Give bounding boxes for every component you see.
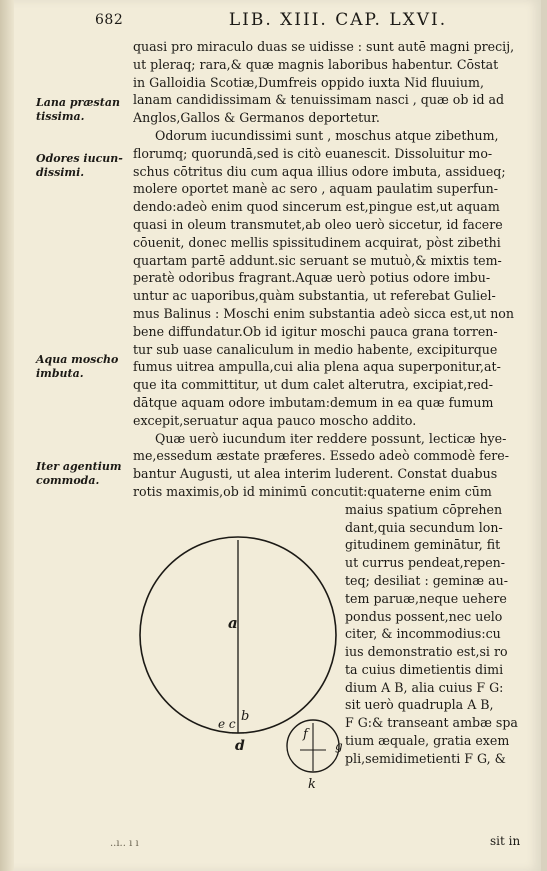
- text-line: mus Balinus : Moschi enim substantia adeò sicca est,ut non: [133, 305, 514, 321]
- text-line: gitudinem geminātur, fit: [345, 537, 501, 553]
- text-line: schus cōtritus diu cum aqua illius odore imbuta, assidueq;: [133, 163, 506, 179]
- text-line: florumq; quorundā,sed is citò euanescit. Dissoluitur mo-: [133, 145, 493, 161]
- label-d: d: [235, 738, 245, 754]
- text-line: ta cuius dimetientis dimi: [345, 661, 504, 677]
- page-spine: [0, 0, 14, 871]
- bottom-fragments: ..ı.. ı ı: [110, 838, 139, 849]
- text-line: tium æquale, gratia exem: [345, 733, 510, 749]
- label-k: k: [308, 777, 316, 792]
- text-line: citer, & incommodius:cu: [345, 626, 501, 642]
- margin-note-musk-water: Aqua moscho imbuta.: [36, 353, 119, 380]
- text-line: pli,semidimetienti F G, &: [345, 750, 506, 766]
- text-line: Odorum iucundissimi sunt , moschus atque zibethum,: [155, 127, 499, 143]
- text-line: bene diffundatur.Ob id igitur moschi pauca grana torren-: [133, 323, 498, 339]
- text-line: rotis maximis,ob id minimū concutit:quaterne enim cūm: [133, 483, 492, 499]
- text-line: ut currus pendeat,repen-: [345, 555, 506, 571]
- text-line: in Galloidia Scotiæ,Dumfreis oppido iuxta Nid fluuium,: [133, 74, 484, 90]
- text-line: bantur Augusti, ut alea interim luderent. Constat duabus: [133, 466, 498, 482]
- text-line: molere oportet manè ac sero , aquam paulatim superfun-: [133, 181, 499, 197]
- page-header: [95, 10, 521, 36]
- text-line: teq; desiliat : geminæ au-: [345, 572, 509, 588]
- text-line: dant,quia secundum lon-: [345, 519, 503, 535]
- text-line: F G:& transeant ambæ spa: [345, 715, 518, 731]
- text-line: excepit,seruatur aqua pauco moscho addito.: [133, 412, 417, 428]
- text-line: Quæ uerò iucundum iter reddere possunt, lecticæ hye-: [155, 430, 507, 446]
- text-line: dium A B, alia cuius F G:: [345, 679, 504, 695]
- running-head: LIB. XIII. CAP. LXVI.: [228, 10, 448, 30]
- text-line: fumus uitrea ampulla,cui alia plena aqua superponitur,at-: [133, 359, 501, 375]
- text-line: untur ac uaporibus,quàm substantia, ut referebat Guliel-: [133, 288, 496, 304]
- text-line: maius spatium cōprehen: [345, 501, 503, 517]
- margin-note-odors: Odores iucun- dissimi.: [36, 152, 123, 179]
- text-line: que ita committitur, ut dum calet alterutra, excipiat,red-: [133, 377, 494, 393]
- wheel-diagram: [128, 528, 358, 813]
- text-line: tur sub uase canaliculum in medio habente, excipiturque: [133, 341, 498, 357]
- text-line: quasi in oleum transmutet,ab oleo uerò siccetur, id facere: [133, 216, 503, 232]
- text-line: Anglos,Gallos & Germanos deportetur.: [133, 110, 380, 126]
- text-line: tem paruæ,neque uehere: [345, 590, 507, 606]
- margin-note-wool: Lana præstan tissima.: [36, 96, 120, 123]
- text-line: dendo:adeò enim quod sincerum est,pingue est,ut aquam: [133, 199, 500, 215]
- catchword: sit in: [490, 834, 521, 848]
- label-b: b: [241, 709, 250, 724]
- text-line: pondus possent,nec uelo: [345, 608, 503, 624]
- label-a: a: [228, 614, 238, 632]
- margin-note-travel: Iter agentium commoda.: [36, 460, 122, 487]
- text-line: ius demonstratio est,si ro: [345, 644, 508, 660]
- text-line: lanam candidissimam & tenuissimam nasci , quæ ob id ad: [133, 92, 505, 108]
- text-line: dātque aquam odore imbutam:demum in ea quæ fumum: [133, 394, 494, 410]
- text-line: cōuenit, donec mellis spissitudinem acquirat, pòst zibethi: [133, 234, 501, 250]
- label-f: f: [303, 727, 308, 742]
- text-line: ut pleraq; rara,& quæ magnis laboribus habentur. Cōstat: [133, 56, 499, 72]
- wheel-figure: [128, 528, 358, 813]
- label-g: g: [335, 739, 343, 753]
- text-line: peratè odoribus fragrant.Aquæ uerò potius odore imbu-: [133, 270, 491, 286]
- text-line: me,essedum æstate præferes. Essedo adeò commodè fere-: [133, 448, 509, 464]
- text-line: quartam partē addunt.sic seruant se mutuò,& mixtis tem-: [133, 252, 502, 268]
- text-line: quasi pro miraculo duas se uidisse : sunt autē magni precij,: [133, 39, 515, 54]
- page-number: 682: [95, 12, 124, 28]
- label-ec: e c: [218, 717, 236, 731]
- text-line: sit uerò quadrupla A B,: [345, 697, 494, 713]
